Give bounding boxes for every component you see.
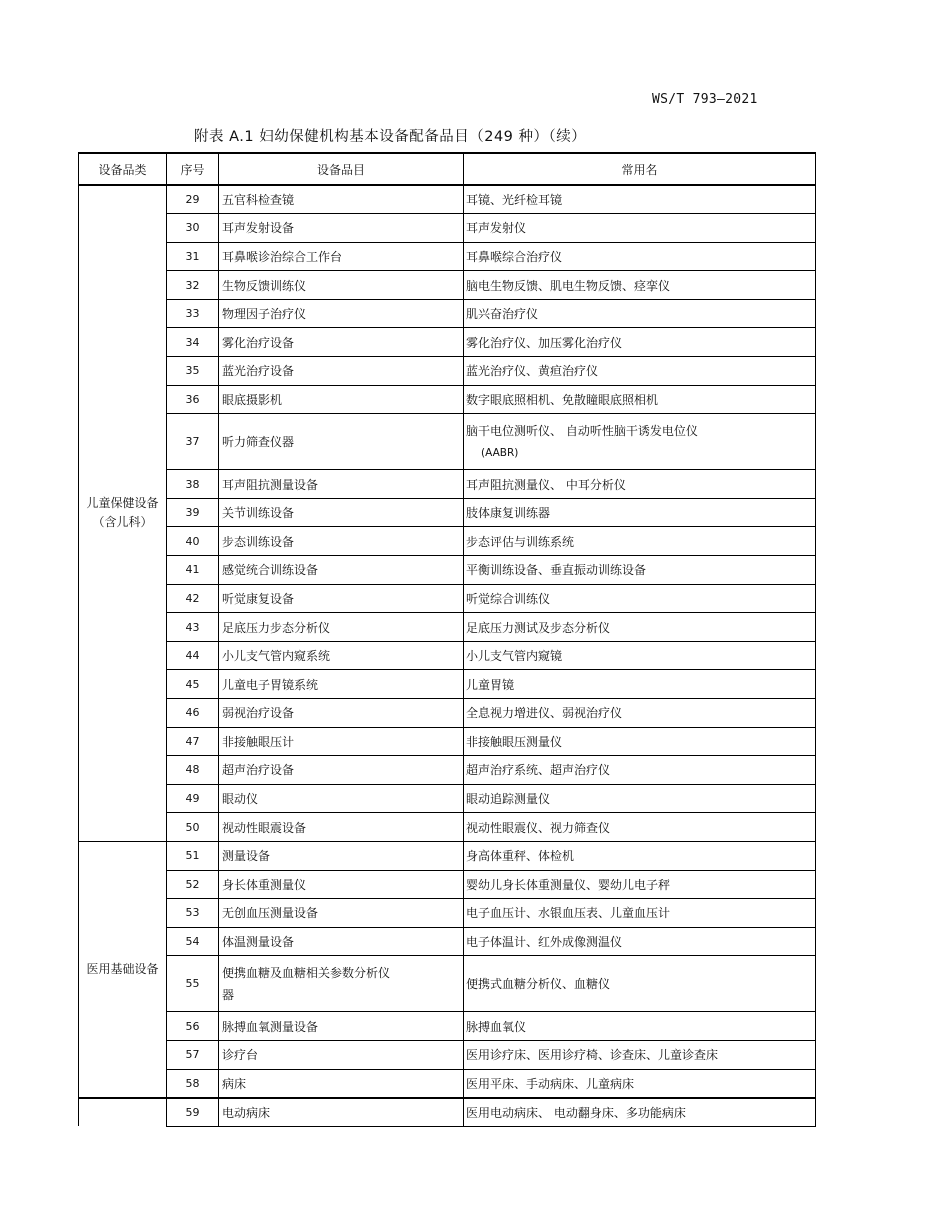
equipment-item: 耳鼻喉诊治综合工作台 [222, 249, 343, 264]
equipment-item-cell [219, 670, 464, 699]
equipment-item-cell [219, 328, 464, 357]
table-row [79, 498, 816, 527]
category-cell: 医用基础设备 [79, 841, 167, 1097]
common-name-cell [464, 299, 816, 328]
common-name: 步态评估与训练系统 [466, 534, 575, 549]
category-cell [79, 1098, 167, 1127]
equipment-item-cell [219, 385, 464, 414]
table-row [79, 1098, 816, 1127]
row-number: 35 [167, 357, 219, 386]
table-row [79, 242, 816, 271]
row-number: 52 [167, 870, 219, 899]
common-name: 听觉综合训练仪 [466, 591, 551, 606]
equipment-item: 雾化治疗设备 [222, 335, 295, 350]
common-name: 医用电动病床、 电动翻身床、多功能病床 [466, 1105, 686, 1120]
common-name: 脑电生物反馈、肌电生物反馈、痉挛仪 [466, 278, 671, 293]
equipment-item-cell [219, 584, 464, 613]
equipment-item: 听力筛查仪器 [222, 435, 295, 450]
common-name-cell [464, 1012, 816, 1041]
equipment-item: 关节训练设备 [222, 506, 295, 521]
column-header-common-name: 常用名 [464, 153, 816, 185]
table-row [79, 784, 816, 813]
equipment-item-cell [219, 641, 464, 670]
equipment-item-cell [219, 927, 464, 956]
equipment-item: 便携血糖及血糖相关参数分析仪 [222, 965, 391, 980]
common-name: 蓝光治疗仪、黄疸治疗仪 [466, 364, 599, 379]
equipment-item: 眼底摄影机 [222, 392, 283, 407]
table-row [79, 584, 816, 613]
common-name: 儿童胃镜 [466, 677, 515, 692]
common-name: 超声治疗系统、超声治疗仪 [466, 763, 611, 778]
common-name: 足底压力测试及步态分析仪 [466, 620, 611, 635]
row-number: 42 [167, 584, 219, 613]
row-number: 46 [167, 699, 219, 728]
table-row [79, 1012, 816, 1041]
table-row [79, 1040, 816, 1069]
common-name-cell [464, 727, 816, 756]
common-name-cell [464, 584, 816, 613]
equipment-item: 小儿支气管内窥系统 [222, 649, 331, 664]
table-row [79, 357, 816, 386]
common-name-cell [464, 1098, 816, 1127]
row-number: 54 [167, 927, 219, 956]
common-name-cell [464, 1040, 816, 1069]
equipment-item: 五官科检查镜 [222, 193, 295, 208]
row-number: 34 [167, 328, 219, 357]
table-row [79, 385, 816, 414]
table-row [79, 899, 816, 928]
row-number: 41 [167, 556, 219, 585]
equipment-item: 身长体重测量仪 [222, 877, 307, 892]
table-row [79, 414, 816, 470]
equipment-item: 病床 [222, 1076, 247, 1091]
common-name: 电子血压计、水银血压表、儿童血压计 [466, 906, 671, 921]
common-name: 肢体康复训练器 [466, 506, 551, 521]
equipment-item: 耳声发射设备 [222, 221, 295, 236]
common-name-cell [464, 414, 816, 470]
equipment-item: 蓝光治疗设备 [222, 364, 295, 379]
equipment-item-cell [219, 214, 464, 243]
common-name: 婴幼儿身长体重测量仪、婴幼儿电子秤 [466, 877, 671, 892]
table-row [79, 214, 816, 243]
equipment-item-cell [219, 956, 464, 1012]
table-row [79, 956, 816, 1012]
equipment-item: 感觉统合训练设备 [222, 563, 319, 578]
equipment-item: 听觉康复设备 [222, 591, 295, 606]
table-row [79, 756, 816, 785]
common-name-cell [464, 927, 816, 956]
row-number: 43 [167, 613, 219, 642]
row-number: 36 [167, 385, 219, 414]
equipment-item: 耳声阻抗测量设备 [222, 477, 319, 492]
row-number: 56 [167, 1012, 219, 1041]
equipment-item-cell [219, 556, 464, 585]
equipment-item-cell [219, 841, 464, 870]
common-name-cell [464, 813, 816, 842]
common-name: 医用平床、手动病床、儿童病床 [466, 1076, 635, 1091]
common-name: 耳声发射仪 [466, 221, 527, 236]
equipment-item-cell [219, 271, 464, 300]
column-header-item: 设备品目 [219, 153, 464, 185]
row-number: 37 [167, 414, 219, 470]
row-number: 51 [167, 841, 219, 870]
equipment-item: 无创血压测量设备 [222, 906, 319, 921]
equipment-item-cell [219, 613, 464, 642]
equipment-item-continuation: 器 [222, 987, 235, 1002]
common-name-cell [464, 1069, 816, 1098]
equipment-item-cell [219, 414, 464, 470]
equipment-item: 儿童电子胃镜系统 [222, 677, 319, 692]
equipment-item-cell [219, 699, 464, 728]
table-row [79, 813, 816, 842]
common-name: 全息视力增进仪、弱视治疗仪 [466, 706, 623, 721]
equipment-item: 超声治疗设备 [222, 763, 295, 778]
equipment-item: 电动病床 [222, 1105, 271, 1120]
equipment-item: 非接触眼压计 [222, 734, 295, 749]
equipment-table [78, 152, 816, 1127]
common-name-cell [464, 699, 816, 728]
common-name-cell [464, 556, 816, 585]
row-number: 31 [167, 242, 219, 271]
equipment-item: 弱视治疗设备 [222, 706, 295, 721]
equipment-item: 步态训练设备 [222, 534, 295, 549]
equipment-item-cell [219, 1098, 464, 1127]
equipment-item-cell [219, 1040, 464, 1069]
common-name-cell [464, 328, 816, 357]
column-header-number: 序号 [167, 153, 219, 185]
equipment-item-cell [219, 357, 464, 386]
table-row [79, 841, 816, 870]
equipment-item-cell [219, 1012, 464, 1041]
equipment-item: 生物反馈训练仪 [222, 278, 307, 293]
equipment-item-cell [219, 756, 464, 785]
common-name-cell [464, 242, 816, 271]
table-row [79, 556, 816, 585]
equipment-item-cell [219, 813, 464, 842]
common-name: 脑干电位测听仪、 自动听性脑干诱发电位仪 [466, 423, 698, 438]
table-row [79, 328, 816, 357]
table-row [79, 699, 816, 728]
common-name-cell [464, 271, 816, 300]
table-row [79, 1069, 816, 1098]
table-row [79, 271, 816, 300]
equipment-item-cell [219, 470, 464, 499]
equipment-item-cell [219, 242, 464, 271]
common-name-cell [464, 784, 816, 813]
common-name-abbreviation: (AABR) [481, 446, 519, 459]
table-row [79, 670, 816, 699]
common-name: 电子体温计、红外成像测温仪 [466, 935, 623, 950]
equipment-item: 诊疗台 [222, 1048, 259, 1063]
common-name-cell [464, 670, 816, 699]
common-name-cell [464, 385, 816, 414]
table-row [79, 613, 816, 642]
common-name: 非接触眼压测量仪 [466, 734, 563, 749]
common-name: 视动性眼震仪、视力筛查仪 [466, 820, 611, 835]
common-name-cell [464, 870, 816, 899]
table-row [79, 185, 816, 214]
equipment-item-cell [219, 727, 464, 756]
table-row [79, 299, 816, 328]
common-name-cell [464, 956, 816, 1012]
common-name-cell [464, 613, 816, 642]
common-name: 耳声阻抗测量仪、 中耳分析仪 [466, 477, 626, 492]
row-number: 44 [167, 641, 219, 670]
row-number: 53 [167, 899, 219, 928]
table-row [79, 727, 816, 756]
common-name: 脉搏血氧仪 [466, 1019, 527, 1034]
common-name: 医用诊疗床、医用诊疗椅、诊查床、儿童诊查床 [466, 1048, 719, 1063]
row-number: 59 [167, 1098, 219, 1127]
common-name-cell [464, 185, 816, 214]
row-number: 57 [167, 1040, 219, 1069]
row-number: 48 [167, 756, 219, 785]
equipment-item-cell [219, 185, 464, 214]
table-header-row [79, 153, 816, 185]
table-row [79, 641, 816, 670]
equipment-item: 视动性眼震设备 [222, 820, 307, 835]
common-name-cell [464, 470, 816, 499]
common-name: 雾化治疗仪、加压雾化治疗仪 [466, 335, 623, 350]
common-name: 耳鼻喉综合治疗仪 [466, 249, 563, 264]
common-name: 小儿支气管内窥镜 [466, 649, 563, 664]
row-number: 38 [167, 470, 219, 499]
common-name: 身高体重秤、体检机 [466, 849, 575, 864]
common-name-cell [464, 527, 816, 556]
equipment-item: 脉搏血氧测量设备 [222, 1019, 319, 1034]
common-name-cell [464, 756, 816, 785]
common-name-cell [464, 841, 816, 870]
equipment-item: 足底压力步态分析仪 [222, 620, 331, 635]
row-number: 58 [167, 1069, 219, 1098]
equipment-item: 眼动仪 [222, 792, 259, 807]
common-name: 肌兴奋治疗仪 [466, 307, 539, 322]
common-name-cell [464, 899, 816, 928]
equipment-item: 体温测量设备 [222, 935, 295, 950]
row-number: 32 [167, 271, 219, 300]
table-title: 附表 A.1 妇幼保健机构基本设备配备品目（249 种）（续） [194, 129, 587, 145]
equipment-item-cell [219, 899, 464, 928]
common-name-cell [464, 357, 816, 386]
common-name-cell [464, 498, 816, 527]
table-row [79, 927, 816, 956]
equipment-item-cell [219, 1069, 464, 1098]
equipment-item-cell [219, 498, 464, 527]
row-number: 29 [167, 185, 219, 214]
table-row [79, 470, 816, 499]
common-name: 数字眼底照相机、免散瞳眼底照相机 [466, 392, 659, 407]
common-name-cell [464, 641, 816, 670]
common-name: 平衡训练设备、垂直振动训练设备 [466, 563, 647, 578]
row-number: 49 [167, 784, 219, 813]
equipment-item-cell [219, 784, 464, 813]
table-body [79, 185, 816, 1126]
column-header-category: 设备品类 [79, 153, 167, 185]
row-number: 50 [167, 813, 219, 842]
common-name-cell [464, 214, 816, 243]
common-name: 耳镜、光纤检耳镜 [466, 193, 563, 208]
row-number: 33 [167, 299, 219, 328]
table-row [79, 870, 816, 899]
equipment-item: 物理因子治疗仪 [222, 307, 307, 322]
row-number: 47 [167, 727, 219, 756]
document-id: WS/T 793—2021 [652, 92, 758, 107]
row-number: 39 [167, 498, 219, 527]
row-number: 45 [167, 670, 219, 699]
table-row [79, 527, 816, 556]
common-name: 眼动追踪测量仪 [466, 792, 551, 807]
equipment-item-cell [219, 299, 464, 328]
equipment-item-cell [219, 870, 464, 899]
category-cell: 儿童保健设备（含儿科） [79, 185, 167, 841]
equipment-item: 测量设备 [222, 849, 271, 864]
common-name: 便携式血糖分析仪、血糖仪 [466, 977, 611, 992]
row-number: 40 [167, 527, 219, 556]
equipment-item-cell [219, 527, 464, 556]
row-number: 55 [167, 956, 219, 1012]
row-number: 30 [167, 214, 219, 243]
